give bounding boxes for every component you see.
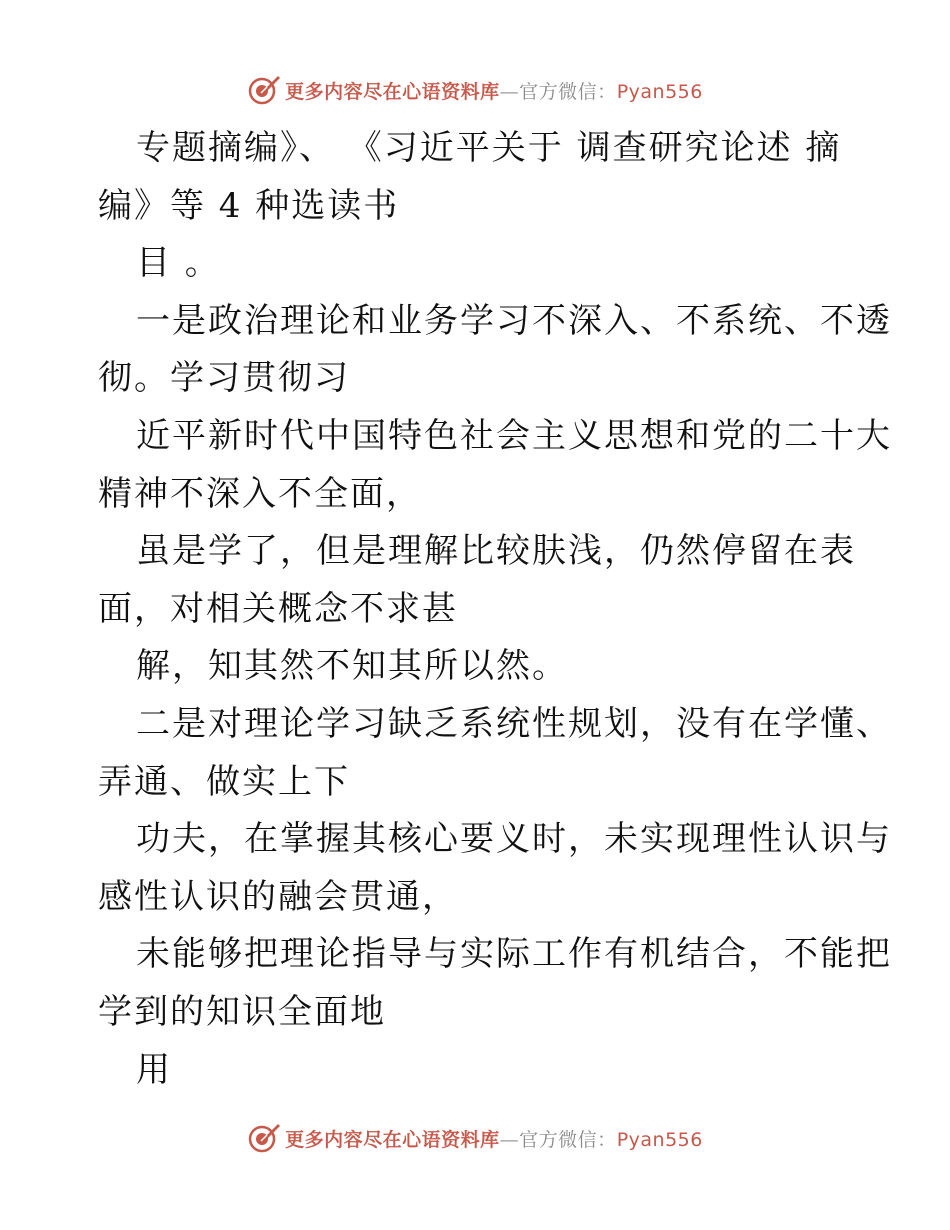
pen-logo-icon [247, 1121, 281, 1155]
text-line-7: 精神不深入不全面， [98, 473, 422, 514]
text-line-13: 功夫，在掌握其核心要义时，未实现理性认识与 [136, 819, 892, 860]
header-wechat-label: 官方微信： [519, 80, 617, 103]
footer-separator: — [499, 1128, 520, 1151]
footer-wechat-id: Pyan556 [616, 1128, 703, 1151]
text-line-5: 彻。学习贯彻习 [98, 358, 350, 399]
document-body [98, 120, 892, 1099]
text-line-9: 面，对相关概念不求甚 [98, 588, 458, 629]
text-line-16: 学到的知识全面地 [98, 991, 386, 1032]
text-line-8: 虽是学了，但是理解比较肤浅，仍然停留在表 [136, 531, 856, 572]
text-line-1: 专题摘编》、 《习近平关于 调查研究论述 摘 [136, 128, 842, 168]
footer-brand: 更多内容尽在心语资料库 [285, 1128, 500, 1151]
header-brand: 更多内容尽在心语资料库 [285, 80, 500, 103]
text-line-15: 未能够把理论指导与实际工作有机结合，不能把 [136, 934, 892, 975]
text-line-6: 近平新时代中国特色社会主义思想和党的二十大 [136, 415, 892, 456]
header-wechat-id: Pyan556 [616, 80, 703, 103]
text-line-10: 解，知其然不知其所以然。 [136, 646, 568, 687]
text-line-4: 一是政治理论和业务学习不深入、不系统、不透 [136, 300, 892, 341]
text-line-12: 弄通、做实上下 [98, 761, 350, 802]
header-watermark [0, 70, 950, 110]
text-line-17: 用 [136, 1049, 172, 1090]
text-line-2: 编》等 4 种选读书 [98, 185, 400, 226]
header-separator: — [499, 80, 520, 103]
footer-watermark [0, 1118, 950, 1158]
footer-wechat-label: 官方微信： [519, 1128, 617, 1151]
text-line-11: 二是对理论学习缺乏系统性规划，没有在学懂、 [136, 703, 892, 744]
text-line-3: 目 。 [136, 243, 221, 284]
pen-logo-icon [247, 73, 281, 107]
text-line-14: 感性认识的融会贯通， [98, 876, 458, 917]
